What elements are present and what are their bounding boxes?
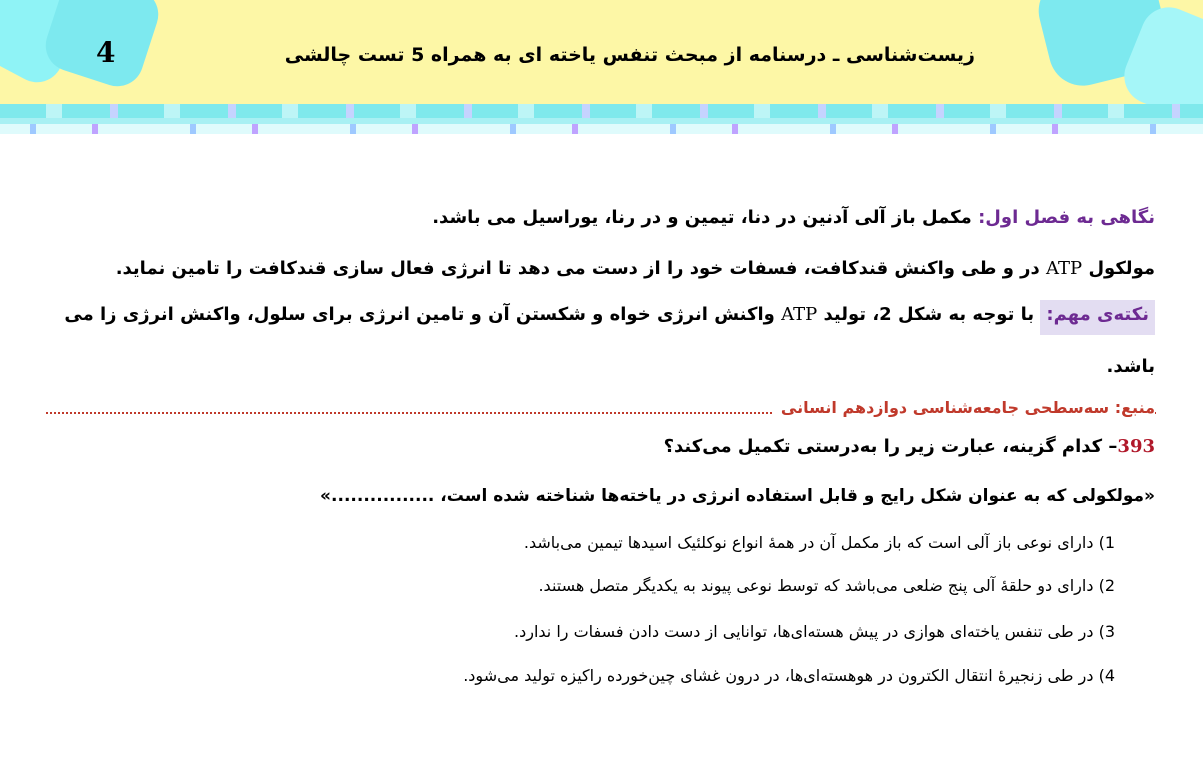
- page-header: [0, 0, 1203, 104]
- page-number: 4: [96, 36, 116, 69]
- header-stripe: [0, 104, 1203, 134]
- note-line: [64, 304, 1155, 325]
- answer-option-2[interactable]: 2) دارای دو حلقهٔ آلی پنج ضلعی می‌باشد که توسط نوعی پیوند به یکدیگر متصل هستند.: [538, 576, 1115, 595]
- question-stem: «مولکولی که به عنوان شکل رایج و قابل استفاده انرژی در یاخته‌ها شناخته شده است، ................»: [320, 486, 1155, 506]
- note-line-continuation: باشد.: [1106, 356, 1155, 377]
- question-number: 393: [1117, 436, 1155, 457]
- answer-option-3[interactable]: 3) در طی تنفس یاخته‌ای هوازی در پیش هسته‌ای‌ها، توانایی از دست دادن فسفات را ندارد.: [514, 622, 1115, 641]
- atp-line: [116, 258, 1155, 279]
- intro-line: [432, 207, 1155, 228]
- answer-option-4[interactable]: 4) در طی زنجیرهٔ انتقال الکترون در هوهسته‌ای‌ها، در درون غشای چین‌خورده راکیزه تولید می‌شود.: [463, 666, 1115, 685]
- note-atp-term: ATP: [781, 304, 818, 325]
- source-label: منبع: سه‌سطحی جامعه‌شناسی دوازدهم انسانی: [773, 398, 1155, 417]
- section-heading: نگاهی به فصل اول:: [978, 207, 1155, 228]
- answer-option-1[interactable]: 1) دارای نوعی باز آلی است که باز مکمل آن در همهٔ انواع نوکلئیک اسیدها تیمین می‌باشد.: [523, 533, 1115, 552]
- note-text-before: با توجه به شکل 2، تولید: [817, 304, 1041, 325]
- note-text-after: واکنش انرژی خواه و شکستن آن و تامین انرژی برای سلول، واکنش انرژی زا می: [64, 304, 782, 325]
- atp-text-before: مولکول: [1082, 258, 1155, 279]
- intro-text: مکمل باز آلی آدنین در دنا، تیمین و در رنا، یوراسیل می باشد.: [432, 207, 979, 228]
- page-title: زیست‌شناسی ـ درسنامه از مبحث تنفس یاخته ای به همراه 5 تست چالشی: [284, 44, 975, 66]
- note-label: نکته‌ی مهم:: [1040, 300, 1155, 335]
- question-heading: [664, 436, 1155, 457]
- atp-term: ATP: [1046, 258, 1083, 279]
- question-text: – کدام گزینه، عبارت زیر را به‌درستی تکمیل می‌کند؟: [663, 436, 1118, 457]
- atp-text-after: در و طی واکنش قندکافت، فسفات خود را از دست می دهد تا انرژی فعال سازی قندکافت را تامین نماید.: [115, 258, 1047, 279]
